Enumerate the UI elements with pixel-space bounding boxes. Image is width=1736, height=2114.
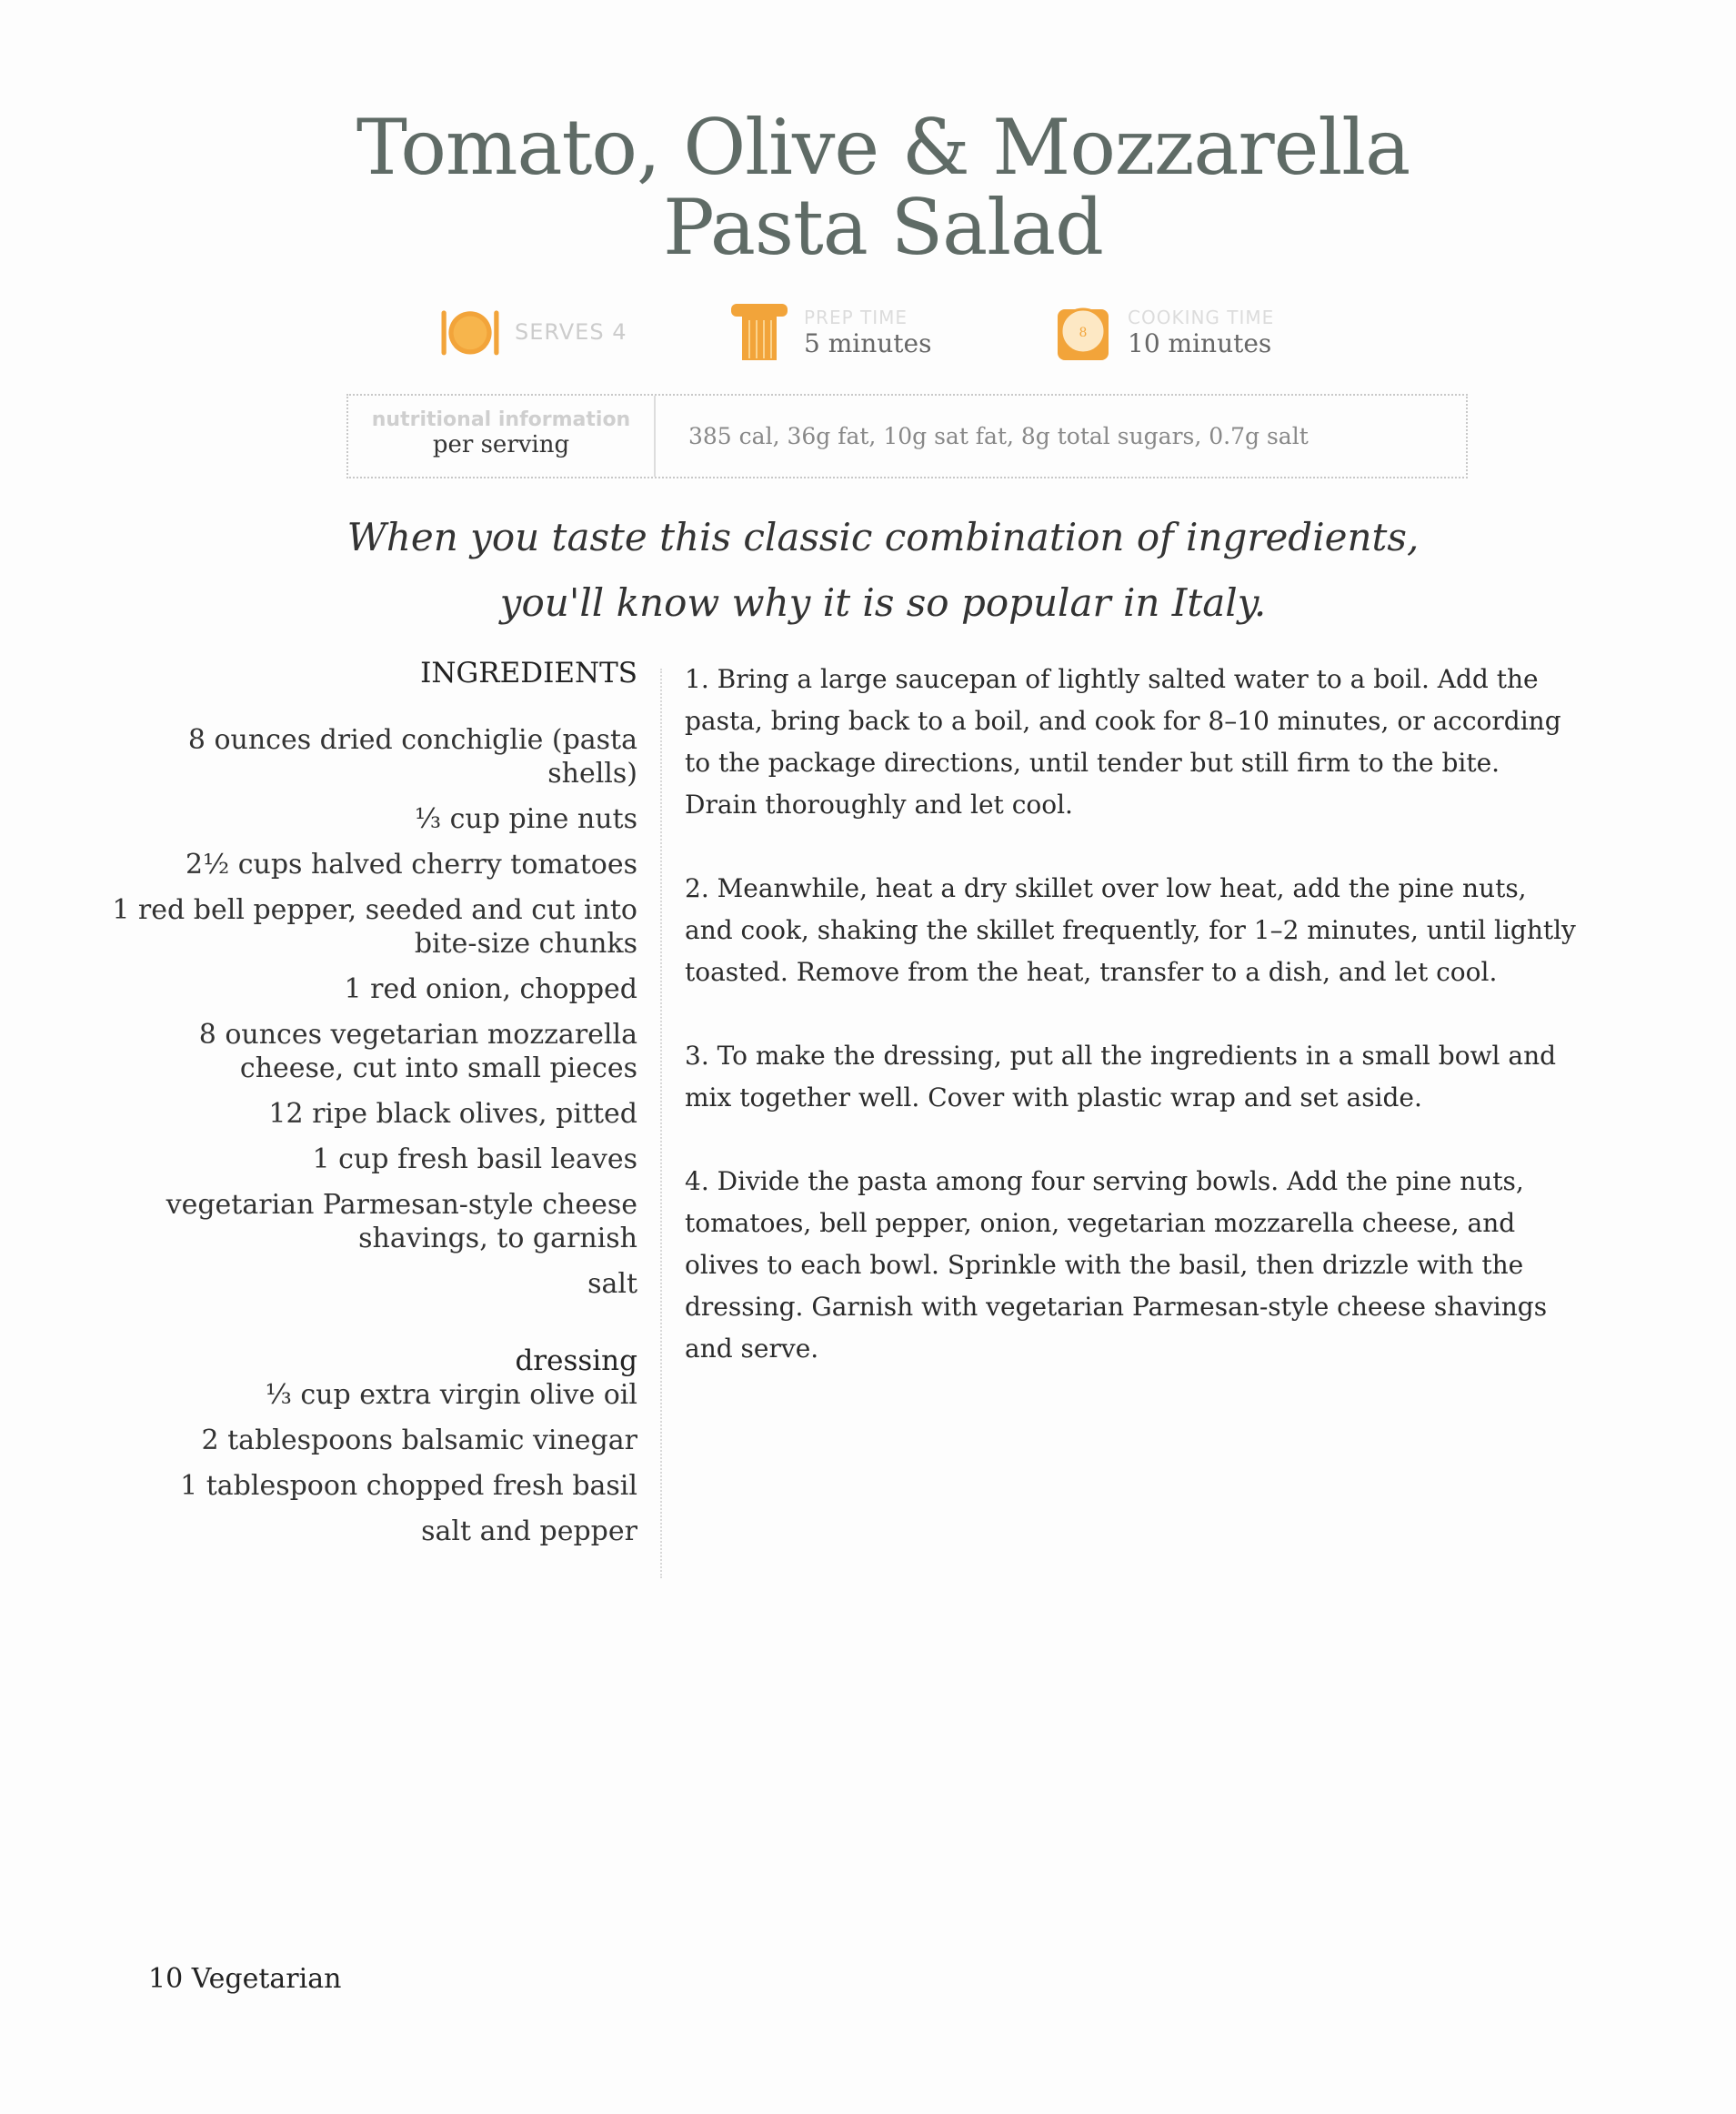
- method-steps: [685, 659, 1576, 1412]
- dressing-item: 1 tablespoon chopped fresh basil: [180, 1470, 637, 1502]
- quote-line-2: you'll know why it is so popular in Italy.: [499, 580, 1267, 625]
- method-step: 4. Divide the pasta among four serving bowls. Add the pine nuts, tomatoes, bell pepper, onion, vegetarian mozzarella cheese, and olives to each bowl. Sprinkle with the basil, then drizzle with the dressing. Garnish with vegetarian Parmesan-style cheese shavings and serve.: [685, 1166, 1548, 1364]
- prep-label: PREP TIME: [804, 306, 908, 328]
- timer-icon: [1051, 300, 1115, 364]
- ingredient-item: 1 red bell pepper, seeded and cut into bite-size chunks: [112, 894, 637, 960]
- ingredient-item: 8 ounces vegetarian mozzarella cheese, cut into small pieces: [198, 1019, 637, 1084]
- ingredients-column: [109, 657, 637, 1560]
- plate-icon: [438, 300, 502, 364]
- dressing-item: ⅓ cup extra virgin olive oil: [265, 1379, 637, 1411]
- dressing-item: salt and pepper: [421, 1515, 637, 1547]
- method-step: 1. Bring a large saucepan of lightly salted water to a boil. Add the pasta, bring back to a boil, and cook for 8–10 minutes, or according to the package directions, until tender but still firm to the bite. Drain thoroughly and let cool.: [685, 664, 1561, 820]
- cooking-time-info: [1051, 296, 1274, 368]
- ingredient-item: 12 ripe black olives, pitted: [268, 1098, 637, 1130]
- dressing-heading: dressing: [515, 1344, 637, 1377]
- method-step: 3. To make the dressing, put all the ingredients in a small bowl and mix together well. Cover with plastic wrap and set aside.: [685, 1041, 1557, 1112]
- recipe-title: [0, 103, 1736, 272]
- ingredient-item: 1 red onion, chopped: [344, 973, 637, 1005]
- cooking-value: 10 minutes: [1128, 327, 1272, 358]
- ingredient-item: vegetarian Parmesan-style cheese shavings, to garnish: [166, 1189, 637, 1254]
- prep-value: 5 minutes: [804, 327, 932, 358]
- serves-info: [438, 296, 627, 368]
- column-icon: [728, 300, 791, 364]
- page-footer: 10 Vegetarian: [148, 1963, 342, 1995]
- nutrition-values: 385 cal, 36g fat, 10g sat fat, 8g total sugars, 0.7g salt: [688, 423, 1309, 449]
- nutrition-per-serving: per serving: [432, 431, 570, 458]
- quote-line-1: When you taste this classic combination of ingredients,: [346, 515, 1420, 559]
- ingredient-item: 2½ cups halved cherry tomatoes: [186, 849, 637, 881]
- intro-quote: [0, 505, 1736, 636]
- ingredient-item: salt: [587, 1268, 637, 1300]
- title-line-2: Pasta Salad: [663, 183, 1103, 272]
- column-divider: [660, 669, 662, 1578]
- svg-text:8: 8: [1079, 326, 1088, 340]
- ingredients-heading: INGREDIENTS: [420, 657, 637, 690]
- ingredient-item: ⅓ cup pine nuts: [415, 803, 637, 835]
- nutrition-box: [346, 394, 1468, 478]
- ingredient-item: 1 cup fresh basil leaves: [312, 1143, 637, 1175]
- nutrition-heading: nutritional information: [371, 408, 631, 431]
- dressing-item: 2 tablespoons balsamic vinegar: [201, 1424, 637, 1456]
- title-line-1: Tomato, Olive & Mozzarella: [356, 103, 1410, 192]
- serves-label: SERVES 4: [515, 319, 627, 345]
- cooking-label: COOKING TIME: [1128, 306, 1275, 328]
- ingredient-item: 8 ounces dried conchiglie (pasta shells): [187, 724, 637, 790]
- prep-time-info: [728, 296, 931, 368]
- method-step: 2. Meanwhile, heat a dry skillet over low heat, add the pine nuts, and cook, shaking the skillet frequently, for 1–2 minutes, until lightly toasted. Remove from the heat, transfer to a dish, and let cool.: [685, 873, 1576, 987]
